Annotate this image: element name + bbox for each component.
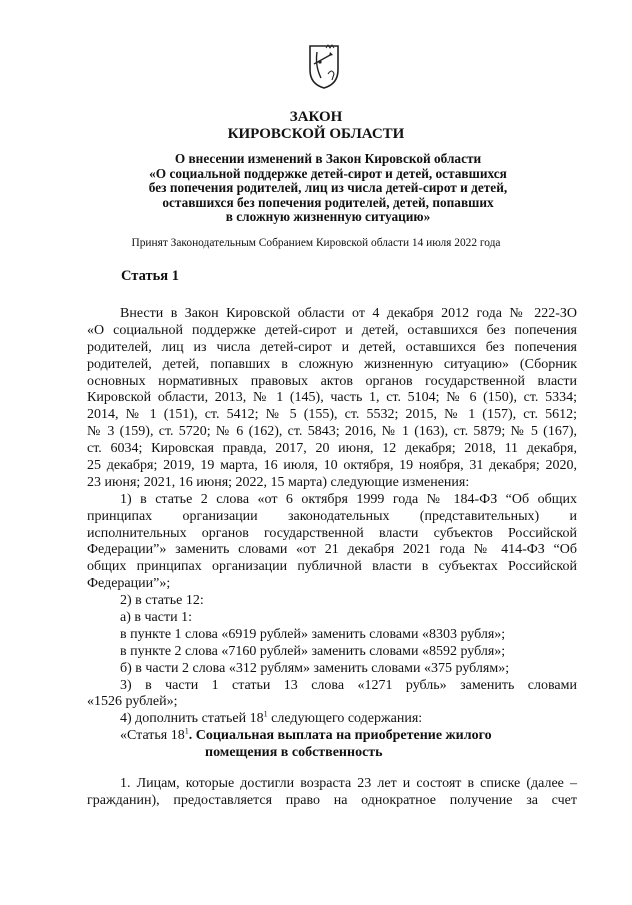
article-heading: Статья 1 bbox=[121, 268, 179, 284]
paragraph-gap bbox=[87, 762, 577, 776]
text-line: 2) в статье 12: bbox=[120, 593, 204, 609]
text-line: 23 июня; 2021, 16 июня; 2022, 15 марта) следующие изменения: bbox=[87, 474, 470, 490]
text-line: Федерации”» заменить словами «от 21 декабря 2021 года № 414-ФЗ “Об bbox=[87, 542, 577, 558]
text-line: 2014, № 1 (151), ст. 5412; № 5 (155), ст. 5532; 2015, № 1 (157), ст. 5612; bbox=[87, 407, 577, 423]
adoption-note: Принят Законодательным Собранием Кировской области 14 июля 2022 года bbox=[131, 237, 501, 249]
text-fragment: следующего содержания: bbox=[271, 711, 423, 727]
text-line: в пункте 1 слова «6919 рублей» заменить словами «8303 рубля»; bbox=[120, 626, 506, 642]
text-line: общих принципах организации публичной власти в субъектах Российской bbox=[87, 559, 577, 575]
text-line: «1526 рублей»; bbox=[87, 694, 178, 710]
section-title-line bbox=[87, 728, 577, 745]
text-line: основных нормативных правовых актов органов государственной власти bbox=[87, 373, 577, 389]
subtitle-line: оставшихся без попечения родителей, детей, попавших bbox=[162, 194, 494, 210]
text-line: принципах организации законодательных (представительных) и bbox=[87, 508, 577, 524]
text-line: Федерации”»; bbox=[87, 576, 171, 592]
article-body bbox=[87, 306, 577, 810]
superscript: 1 bbox=[263, 709, 268, 719]
subtitle-line: О внесении изменений в Закон Кировской области bbox=[174, 151, 482, 166]
text-line: № 3 (159), ст. 5720; № 6 (162), ст. 5843; 2016, № 1 (163), ст. 5879; № 5 (167), bbox=[87, 424, 577, 440]
text-line: «О социальной поддержке детей-сирот и детей, оставшихся без попечения bbox=[87, 322, 577, 338]
text-line: исполнительных органов государственной власти субъектов Российской bbox=[87, 525, 577, 541]
text-fragment: 4) дополнить статьей 18 bbox=[120, 711, 264, 727]
text-line: родителей, лиц из числа детей-сирот и детей, оставшихся без попечения bbox=[87, 339, 577, 355]
text-line: а) в части 1: bbox=[120, 610, 192, 626]
law-title-line2: КИРОВСКОЙ ОБЛАСТИ bbox=[227, 126, 405, 142]
text-line bbox=[87, 711, 577, 728]
text-line: 25 декабря; 2019, 19 марта, 16 июля, 10 октября, 19 ноября, 31 декабря; 2020, bbox=[87, 458, 577, 474]
subtitle-line: «О социальной поддержке детей-сирот и детей, оставшихся bbox=[149, 165, 507, 181]
law-subtitle bbox=[80, 152, 576, 225]
text-line: 3) в части 1 статьи 13 слова «1271 рубль» заменить словами bbox=[120, 677, 577, 693]
text-fragment: «Статья 18 bbox=[120, 728, 185, 744]
text-line: Внести в Закон Кировской области от 4 декабря 2012 года № 222-ЗО bbox=[120, 306, 577, 321]
section-title: . Социальная выплата на приобретение жилого bbox=[188, 728, 492, 744]
text-line: Кировской области, 2013, № 1 (145), часть 1, ст. 5104; № 6 (150), ст. 5334; bbox=[87, 390, 577, 406]
text-line: ст. 6034; Кировская правда, 2017, 20 июня, 12 декабря; 2018, 11 декабря, bbox=[87, 441, 577, 457]
text-line: родителей, детей, попавших в сложную жизненную ситуацию» (Сборник bbox=[87, 356, 577, 372]
text-line: 1. Лицам, которые достигли возраста 23 лет и состоят в списке (далее – bbox=[120, 776, 577, 792]
subtitle-line: без попечения родителей, лиц из числа детей-сирот и детей, bbox=[148, 180, 508, 196]
subtitle-line: в сложную жизненную ситуацию» bbox=[225, 209, 431, 225]
text-line: гражданин), предоставляется право на однократное получение за счет bbox=[87, 792, 577, 808]
text-line: в пункте 2 слова «7160 рублей» заменить словами «8592 рубля»; bbox=[120, 643, 506, 659]
superscript: 1 bbox=[184, 726, 189, 736]
law-title-line1: ЗАКОН bbox=[289, 109, 343, 125]
coat-of-arms-icon bbox=[306, 40, 342, 90]
section-title-continuation: помещения в собственность bbox=[205, 745, 383, 761]
text-line: 1) в статье 2 слова «от 6 октября 1999 года № 184-ФЗ “Об общих bbox=[120, 491, 577, 507]
text-line: б) в части 2 слова «312 рублям» заменить словами «375 рублям»; bbox=[120, 660, 510, 676]
